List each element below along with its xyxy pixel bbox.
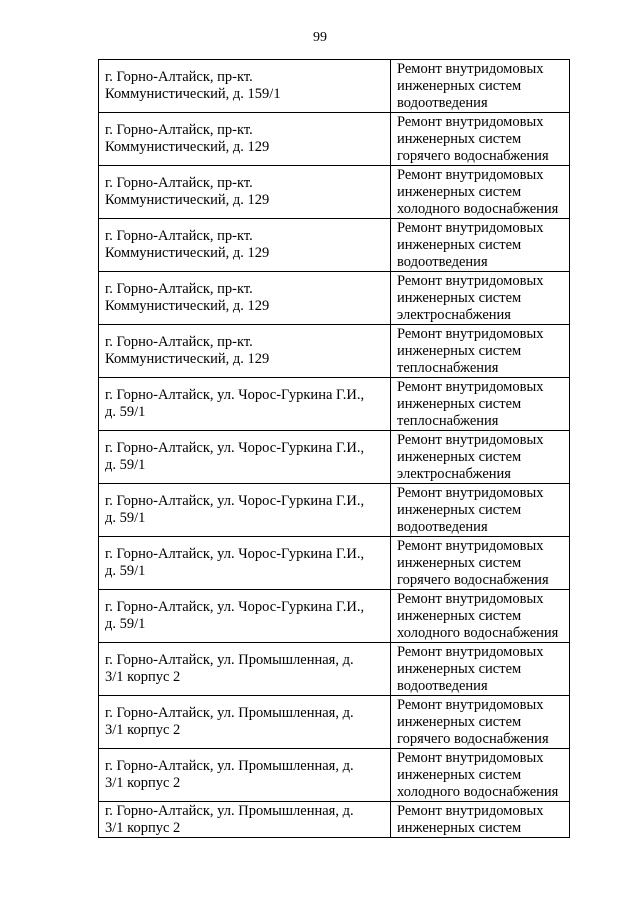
work-description-line: инженерных систем	[397, 714, 522, 730]
work-description-line: электроснабжения	[397, 466, 511, 482]
work-description-line: Ремонт внутридомовых	[397, 591, 544, 607]
table-row	[99, 166, 570, 219]
table-row	[99, 590, 570, 643]
work-description-line: инженерных систем	[397, 184, 522, 200]
address-cell	[99, 272, 391, 325]
table-row	[99, 484, 570, 537]
page-number: 99	[313, 30, 327, 45]
address-line: 3/1 корпус 2	[105, 775, 181, 791]
address-line: г. Горно-Алтайск, ул. Промышленная, д.	[105, 705, 354, 721]
work-description-cell	[391, 378, 570, 431]
address-line: г. Горно-Алтайск, ул. Чорос-Гуркина Г.И.,	[105, 440, 365, 456]
table-row	[99, 749, 570, 802]
work-description-line: водоотведения	[397, 254, 488, 270]
work-description-line: холодного водоснабжения	[397, 625, 559, 641]
table-row	[99, 696, 570, 749]
address-cell	[99, 643, 391, 696]
address-line: г. Горно-Алтайск, ул. Чорос-Гуркина Г.И.,	[105, 599, 365, 615]
work-description-cell	[391, 537, 570, 590]
address-line: г. Горно-Алтайск, ул. Чорос-Гуркина Г.И.,	[105, 387, 365, 403]
address-line: Коммунистический, д. 159/1	[105, 86, 281, 102]
address-line: д. 59/1	[105, 457, 146, 473]
work-description-line: инженерных систем	[397, 502, 522, 518]
table-row	[99, 643, 570, 696]
work-description-line: инженерных систем	[397, 820, 522, 836]
work-description-line: инженерных систем	[397, 555, 522, 571]
work-description-line: горячего водоснабжения	[397, 572, 549, 588]
work-description-line: Ремонт внутридомовых	[397, 803, 544, 819]
work-description-line: инженерных систем	[397, 237, 522, 253]
address-line: д. 59/1	[105, 563, 146, 579]
work-description-line: Ремонт внутридомовых	[397, 220, 544, 236]
work-description-line: Ремонт внутридомовых	[397, 644, 544, 660]
address-line: Коммунистический, д. 129	[105, 192, 270, 208]
work-description-line: Ремонт внутридомовых	[397, 326, 544, 342]
work-description-line: инженерных систем	[397, 78, 522, 94]
work-description-cell	[391, 113, 570, 166]
address-cell	[99, 325, 391, 378]
address-line: г. Горно-Алтайск, пр-кт.	[105, 175, 253, 191]
work-description-cell	[391, 643, 570, 696]
work-description-line: теплоснабжения	[397, 360, 499, 376]
address-cell	[99, 590, 391, 643]
work-description-line: горячего водоснабжения	[397, 731, 549, 747]
work-description-cell	[391, 325, 570, 378]
address-line: г. Горно-Алтайск, ул. Промышленная, д.	[105, 652, 354, 668]
work-description-line: Ремонт внутридомовых	[397, 750, 544, 766]
address-cell	[99, 749, 391, 802]
work-description-line: инженерных систем	[397, 290, 522, 306]
table-body	[99, 60, 570, 838]
work-description-line: инженерных систем	[397, 767, 522, 783]
work-description-line: Ремонт внутридомовых	[397, 697, 544, 713]
work-description-line: теплоснабжения	[397, 413, 499, 429]
work-description-cell	[391, 431, 570, 484]
address-line: г. Горно-Алтайск, пр-кт.	[105, 122, 253, 138]
address-line: г. Горно-Алтайск, пр-кт.	[105, 69, 253, 85]
table-row	[99, 537, 570, 590]
address-line: Коммунистический, д. 129	[105, 245, 270, 261]
work-description-line: инженерных систем	[397, 131, 522, 147]
address-line: д. 59/1	[105, 404, 146, 420]
work-description-line: Ремонт внутридомовых	[397, 167, 544, 183]
address-line: Коммунистический, д. 129	[105, 298, 270, 314]
work-description-line: инженерных систем	[397, 343, 522, 359]
address-line: г. Горно-Алтайск, ул. Промышленная, д.	[105, 758, 354, 774]
work-description-line: Ремонт внутридомовых	[397, 485, 544, 501]
address-cell	[99, 802, 391, 838]
table-row	[99, 272, 570, 325]
table-row	[99, 325, 570, 378]
work-description-line: инженерных систем	[397, 449, 522, 465]
work-description-line: Ремонт внутридомовых	[397, 61, 544, 77]
work-description-cell	[391, 60, 570, 113]
table-row	[99, 219, 570, 272]
address-line: г. Горно-Алтайск, пр-кт.	[105, 334, 253, 350]
work-description-line: холодного водоснабжения	[397, 784, 559, 800]
address-line: г. Горно-Алтайск, ул. Чорос-Гуркина Г.И.,	[105, 493, 365, 509]
address-line: 3/1 корпус 2	[105, 669, 181, 685]
address-line: Коммунистический, д. 129	[105, 139, 270, 155]
work-description-line: Ремонт внутридомовых	[397, 114, 544, 130]
work-description-cell	[391, 166, 570, 219]
work-description-line: водоотведения	[397, 678, 488, 694]
address-cell	[99, 484, 391, 537]
table-row	[99, 802, 570, 838]
work-description-cell	[391, 484, 570, 537]
table-row	[99, 378, 570, 431]
work-description-line: электроснабжения	[397, 307, 511, 323]
address-cell	[99, 113, 391, 166]
address-line: г. Горно-Алтайск, пр-кт.	[105, 228, 253, 244]
work-description-line: инженерных систем	[397, 396, 522, 412]
work-description-line: инженерных систем	[397, 608, 522, 624]
address-work-table	[98, 59, 570, 838]
address-cell	[99, 219, 391, 272]
address-line: 3/1 корпус 2	[105, 820, 181, 836]
address-line: д. 59/1	[105, 510, 146, 526]
address-cell	[99, 431, 391, 484]
work-description-line: Ремонт внутридомовых	[397, 379, 544, 395]
address-line: г. Горно-Алтайск, ул. Промышленная, д.	[105, 803, 354, 819]
address-cell	[99, 537, 391, 590]
work-description-line: горячего водоснабжения	[397, 148, 549, 164]
work-description-line: инженерных систем	[397, 661, 522, 677]
address-line: Коммунистический, д. 129	[105, 351, 270, 367]
work-description-line: водоотведения	[397, 519, 488, 535]
work-description-cell	[391, 590, 570, 643]
work-description-line: Ремонт внутридомовых	[397, 273, 544, 289]
work-description-cell	[391, 802, 570, 838]
address-cell	[99, 60, 391, 113]
table-row	[99, 113, 570, 166]
address-cell	[99, 378, 391, 431]
work-description-cell	[391, 272, 570, 325]
address-line: г. Горно-Алтайск, пр-кт.	[105, 281, 253, 297]
address-line: г. Горно-Алтайск, ул. Чорос-Гуркина Г.И.,	[105, 546, 365, 562]
work-description-cell	[391, 749, 570, 802]
table-row	[99, 60, 570, 113]
table-row	[99, 431, 570, 484]
address-line: д. 59/1	[105, 616, 146, 632]
work-description-line: водоотведения	[397, 95, 488, 111]
work-description-line: Ремонт внутридомовых	[397, 538, 544, 554]
address-line: 3/1 корпус 2	[105, 722, 181, 738]
work-description-line: холодного водоснабжения	[397, 201, 559, 217]
address-cell	[99, 696, 391, 749]
address-cell	[99, 166, 391, 219]
work-description-cell	[391, 219, 570, 272]
work-description-cell	[391, 696, 570, 749]
work-description-line: Ремонт внутридомовых	[397, 432, 544, 448]
